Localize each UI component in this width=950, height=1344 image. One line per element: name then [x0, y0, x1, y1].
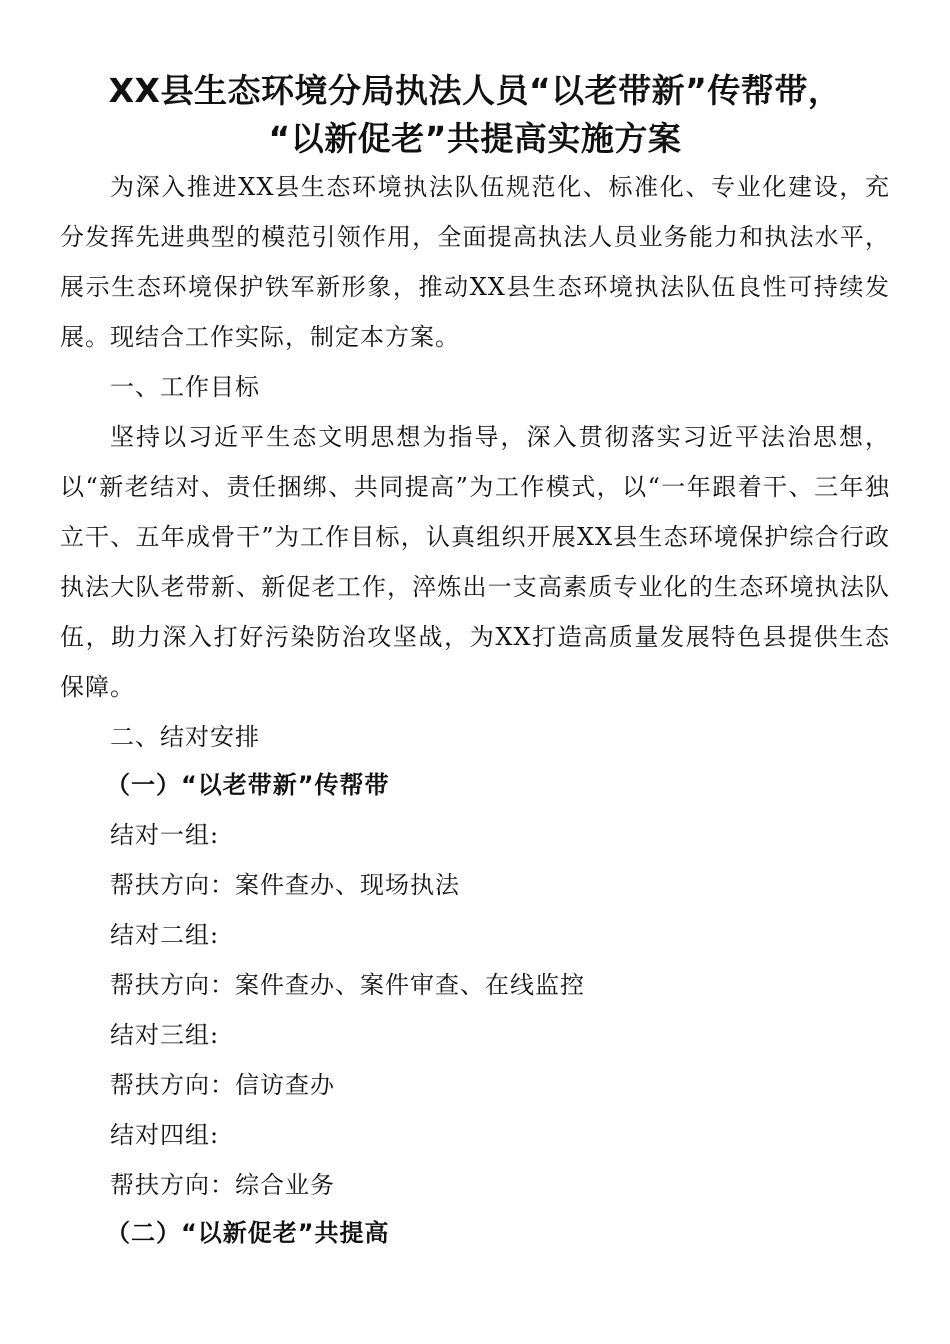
subsection-heading-new-promote-old: （二）“以新促老”共提高: [106, 1219, 390, 1247]
subsection-heading-old-help-new: （一）“以老带新”传帮带: [106, 771, 390, 799]
pair-group-label: 结对二组:: [110, 921, 220, 949]
pair-group-label: 结对三组:: [110, 1021, 220, 1049]
document-title-line-1: XX县生态环境分局执法人员“以老带新”传帮带，: [108, 71, 842, 110]
pair-group-label: 结对四组:: [110, 1121, 220, 1149]
pair-direction: 帮扶方向：信访查办: [110, 1071, 335, 1099]
intro-paragraph: 为深入推进XX县生态环境执法队伍规范化、标准化、专业化建设，充分发挥先进典型的模范引领作用，全面提高执法人员业务能力和执法水平，展示生态环境保护铁军新形象，推动XX县生态环境执法队伍良性可持续发展。现结合工作实际，制定本方案。: [60, 173, 890, 351]
goals-paragraph: 坚持以习近平生态文明思想为指导，深入贯彻落实习近平法治思想，以“新老结对、责任捆绑、共同提高”为工作模式，以“一年跟着干、三年独立干、五年成骨干”为工作目标，认真组织开展XX县生态环境保护综合行政执法大队老带新、新促老工作，淬炼出一支高素质专业化的生态环境执法队伍，助力深入打好污染防治攻坚战，为XX打造高质量发展特色县提供生态保障。: [60, 423, 890, 701]
pair-direction: 帮扶方向：综合业务: [110, 1171, 335, 1199]
section-heading-goals: 一、工作目标: [110, 373, 260, 401]
section-heading-pairing: 二、结对安排: [110, 723, 260, 751]
pair-direction: 帮扶方向：案件查办、案件审查、在线监控: [110, 971, 585, 999]
pair-direction: 帮扶方向：案件查办、现场执法: [110, 871, 460, 899]
document-title-line-2: “以新促老”共提高实施方案: [268, 119, 682, 158]
pair-group-label: 结对一组:: [110, 821, 220, 849]
